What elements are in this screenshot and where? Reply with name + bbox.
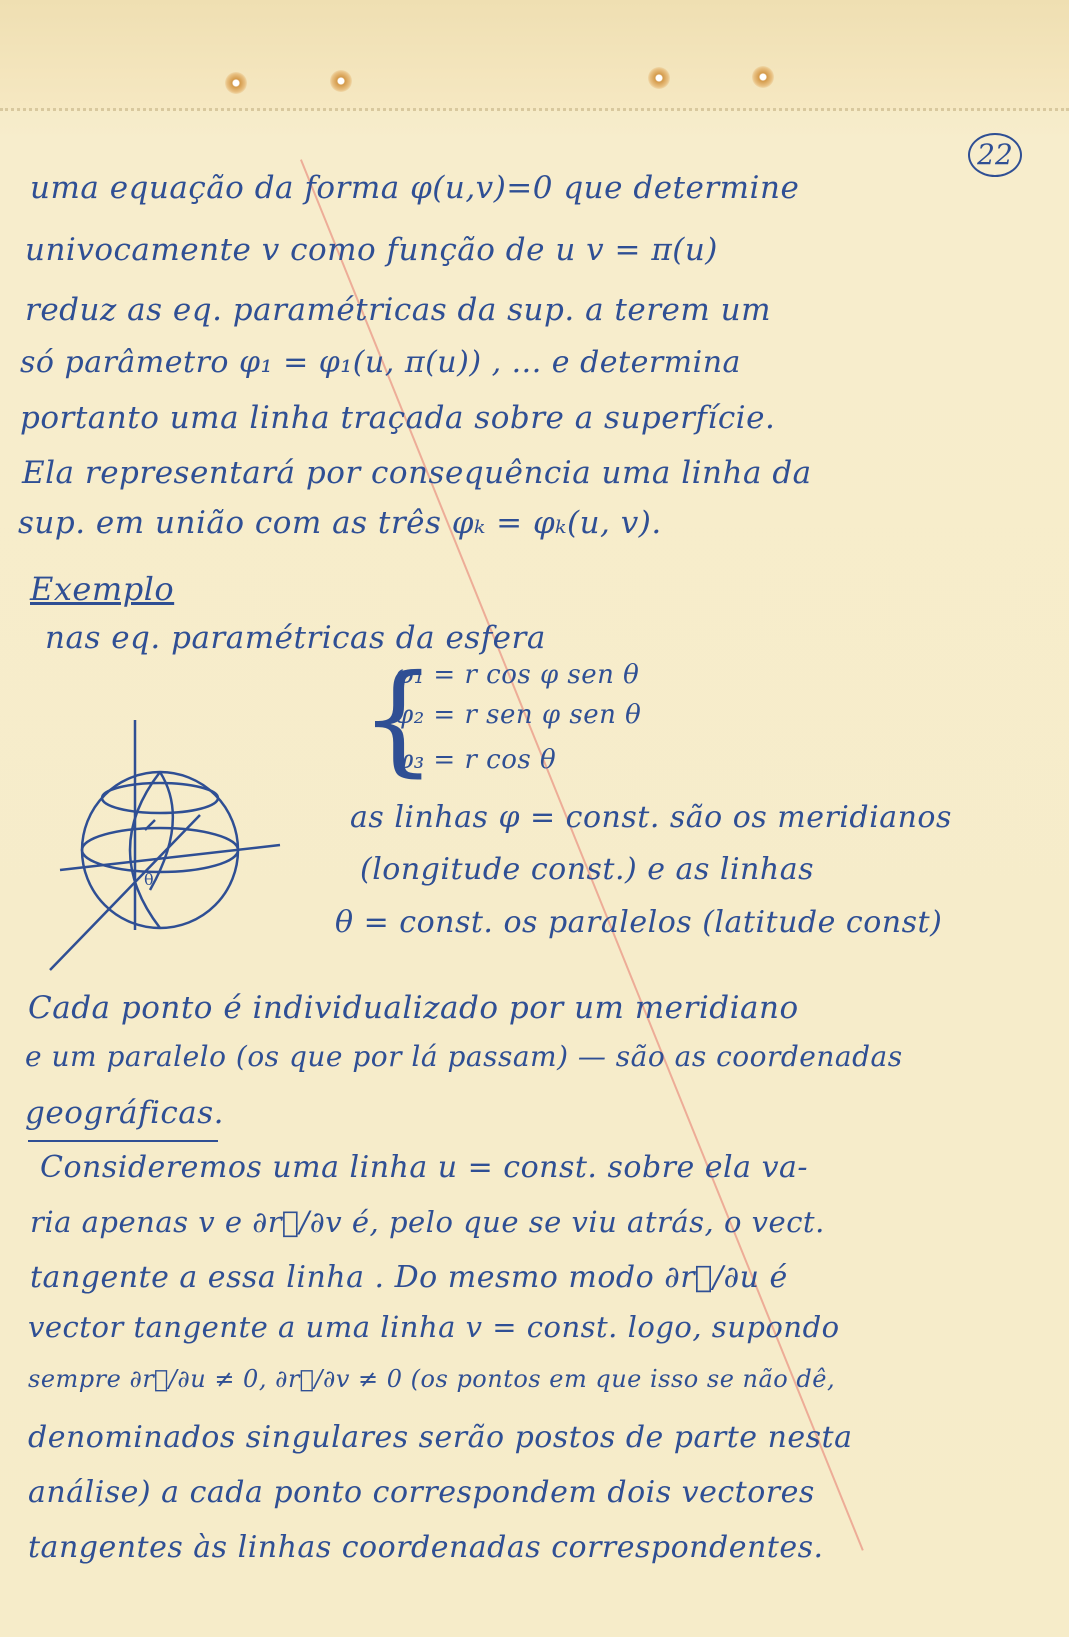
text-line: uma equação da forma φ(u,v)=0 que determine	[30, 170, 800, 206]
equation-line: φ₃ = r cos θ	[395, 745, 557, 775]
section-heading: Exemplo	[30, 570, 175, 608]
equation-brace: {	[360, 650, 437, 789]
text-line: reduz as eq. paramétricas da sup. a terem um	[25, 292, 771, 328]
page-number: 22	[968, 133, 1022, 177]
text-line: sup. em união com as três φₖ = φₖ(u, v).	[18, 505, 662, 541]
text-line: portanto uma linha traçada sobre a superfície.	[20, 400, 776, 436]
text-line: tangentes às linhas coordenadas correspondentes.	[28, 1530, 824, 1565]
text-line: Ela representará por consequência uma linha da	[22, 455, 812, 491]
text-line: Cada ponto é individualizado por um meridiano	[28, 990, 799, 1026]
text-line: só parâmetro φ₁ = φ₁(u, π(u)) , ... e determina	[20, 345, 741, 380]
svg-text:θ: θ	[144, 870, 154, 889]
text-line: tangente a essa linha . Do mesmo modo ∂r⃗/∂u é	[30, 1260, 788, 1295]
perforation-line	[0, 108, 1069, 111]
punch-hole	[752, 66, 774, 88]
text-line: θ = const. os paralelos (latitude const)	[335, 905, 943, 940]
text-line: denominados singulares serão postos de parte nesta	[28, 1420, 853, 1455]
sphere-sketch	[40, 720, 320, 980]
text-line: análise) a cada ponto correspondem dois vectores	[28, 1475, 815, 1510]
text-line: (longitude const.) e as linhas	[360, 852, 814, 887]
binding-strip	[0, 0, 1069, 110]
equation-line: φ₂ = r sen φ sen θ	[395, 700, 642, 730]
punch-hole	[225, 72, 247, 94]
punch-hole	[648, 67, 670, 89]
text-line: vector tangente a uma linha v = const. logo, supondo	[28, 1310, 840, 1344]
separator-line	[28, 1140, 218, 1142]
text-line: ria apenas v e ∂r⃗/∂v é, pelo que se viu atrás, o vect.	[30, 1205, 825, 1239]
text-line: e um paralelo (os que por lá passam) — são as coordenadas	[25, 1040, 903, 1073]
text-line: as linhas φ = const. são os meridianos	[350, 800, 952, 835]
text-line: nas eq. paramétricas da esfera	[45, 620, 546, 656]
text-line: geográficas.	[25, 1095, 224, 1131]
punch-hole	[330, 70, 352, 92]
text-line: Consideremos uma linha u = const. sobre ela va-	[40, 1150, 809, 1185]
text-line: sempre ∂r⃗/∂u ≠ 0, ∂r⃗/∂v ≠ 0 (os pontos em que isso se não dê,	[28, 1365, 836, 1393]
equation-line: φ₁ = r cos φ sen θ	[395, 660, 640, 690]
text-line: univocamente v como função de u v = π(u)	[25, 232, 718, 268]
